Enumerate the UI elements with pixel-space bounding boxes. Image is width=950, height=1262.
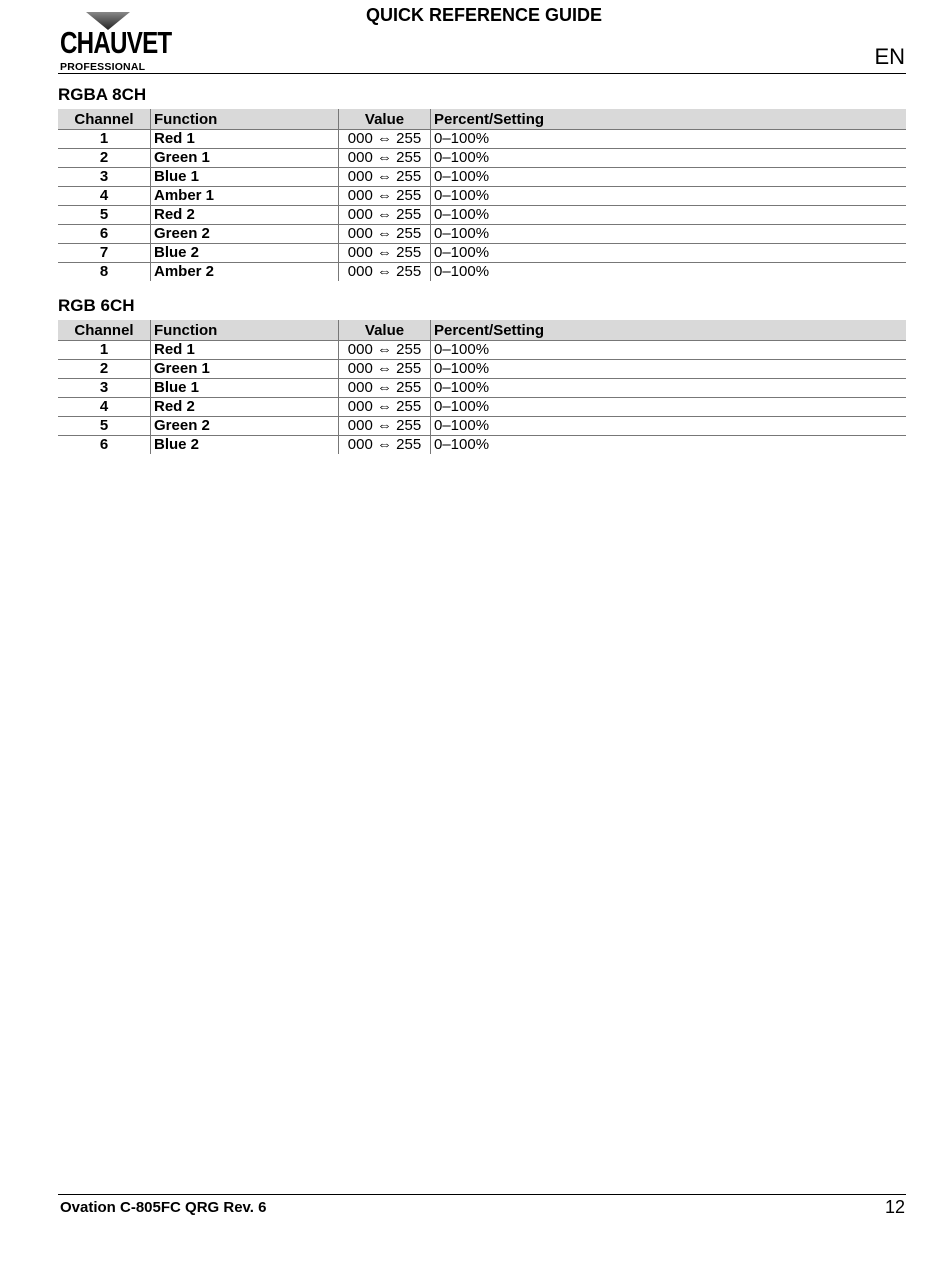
column-header-percent: Percent/Setting (431, 109, 907, 130)
table-row (58, 398, 906, 417)
column-header-value: Value (339, 320, 431, 341)
document-title: QUICK REFERENCE GUIDE (365, 5, 603, 25)
channel-cell: 2 (58, 360, 151, 379)
percent-cell: 0–100% (431, 398, 907, 417)
function-cell: Blue 2 (151, 436, 339, 455)
value-cell: 000 ⇔ 255 (339, 168, 431, 187)
table-row (58, 206, 906, 225)
header-divider (58, 73, 906, 74)
function-cell: Red 1 (151, 341, 339, 360)
percent-cell: 0–100% (431, 360, 907, 379)
table-row (58, 225, 906, 244)
table-row (58, 187, 906, 206)
table-row (58, 360, 906, 379)
percent-cell: 0–100% (431, 149, 907, 168)
function-cell: Green 2 (151, 417, 339, 436)
column-header-channel: Channel (58, 320, 151, 341)
channel-cell: 8 (58, 263, 151, 282)
value-cell: 000 ⇔ 255 (339, 379, 431, 398)
percent-cell: 0–100% (431, 244, 907, 263)
percent-cell: 0–100% (431, 206, 907, 225)
value-cell: 000 ⇔ 255 (339, 187, 431, 206)
value-cell: 000 ⇔ 255 (339, 130, 431, 149)
value-cell: 000 ⇔ 255 (339, 398, 431, 417)
table-row (58, 379, 906, 398)
value-cell: 000 ⇔ 255 (339, 225, 431, 244)
column-header-value: Value (339, 109, 431, 130)
percent-cell: 0–100% (431, 187, 907, 206)
table-row (58, 149, 906, 168)
value-cell: 000 ⇔ 255 (339, 244, 431, 263)
function-cell: Amber 2 (151, 263, 339, 282)
function-cell: Red 2 (151, 398, 339, 417)
channel-cell: 4 (58, 187, 151, 206)
table-header-row (58, 109, 906, 130)
percent-cell: 0–100% (431, 130, 907, 149)
table-header-row (58, 320, 906, 341)
page-number: 12 (884, 1197, 905, 1217)
table-row (58, 417, 906, 436)
column-header-channel: Channel (58, 109, 151, 130)
channel-cell: 3 (58, 379, 151, 398)
value-cell: 000 ⇔ 255 (339, 436, 431, 455)
section-title-rgba-8ch: RGBA 8CH (58, 85, 147, 104)
percent-cell: 0–100% (431, 417, 907, 436)
value-cell: 000 ⇔ 255 (339, 149, 431, 168)
channel-cell: 6 (58, 225, 151, 244)
channel-cell: 6 (58, 436, 151, 455)
function-cell: Amber 1 (151, 187, 339, 206)
channel-cell: 1 (58, 341, 151, 360)
percent-cell: 0–100% (431, 225, 907, 244)
channel-cell: 7 (58, 244, 151, 263)
value-cell: 000 ⇔ 255 (339, 206, 431, 225)
percent-cell: 0–100% (431, 379, 907, 398)
function-cell: Blue 1 (151, 379, 339, 398)
function-cell: Green 1 (151, 360, 339, 379)
percent-cell: 0–100% (434, 436, 490, 453)
channel-cell: 5 (58, 206, 151, 225)
section-title-rgb-6ch: RGB 6CH (58, 296, 135, 315)
column-header-function: Function (151, 320, 339, 341)
channel-cell: 3 (58, 168, 151, 187)
function-cell: Red 2 (151, 206, 339, 225)
dmx-table-rgba-8ch (58, 109, 906, 281)
table-row (58, 168, 906, 187)
function-cell: Red 1 (151, 130, 339, 149)
logo-wordmark: CHAUVET (60, 25, 172, 60)
value-cell: 000 ⇔ 255 (339, 417, 431, 436)
percent-cell: 0–100% (434, 263, 490, 280)
table-row (58, 263, 906, 282)
percent-cell: 0–100% (431, 168, 907, 187)
column-header-percent: Percent/Setting (431, 320, 907, 341)
footer-divider (58, 1194, 906, 1195)
channel-cell: 5 (58, 417, 151, 436)
function-cell: Blue 1 (151, 168, 339, 187)
chauvet-logo (60, 12, 172, 73)
percent-cell: 0–100% (431, 341, 907, 360)
dmx-table-rgb-6ch (58, 320, 906, 454)
footer-document-name: Ovation C-805FC QRG Rev. 6 (60, 1199, 267, 1216)
value-cell: 000 ⇔ 255 (339, 263, 431, 282)
value-cell: 000 ⇔ 255 (339, 360, 431, 379)
table-row (58, 130, 906, 149)
logo-subtext: PROFESSIONAL (60, 61, 146, 73)
table-row (58, 436, 906, 455)
function-cell: Green 1 (151, 149, 339, 168)
column-header-function: Function (151, 109, 339, 130)
value-cell: 000 ⇔ 255 (339, 341, 431, 360)
channel-cell: 1 (58, 130, 151, 149)
table-row (58, 244, 906, 263)
table-row (58, 341, 906, 360)
channel-cell: 4 (58, 398, 151, 417)
function-cell: Green 2 (151, 225, 339, 244)
language-code: EN (874, 44, 905, 69)
function-cell: Blue 2 (151, 244, 339, 263)
channel-cell: 2 (58, 149, 151, 168)
